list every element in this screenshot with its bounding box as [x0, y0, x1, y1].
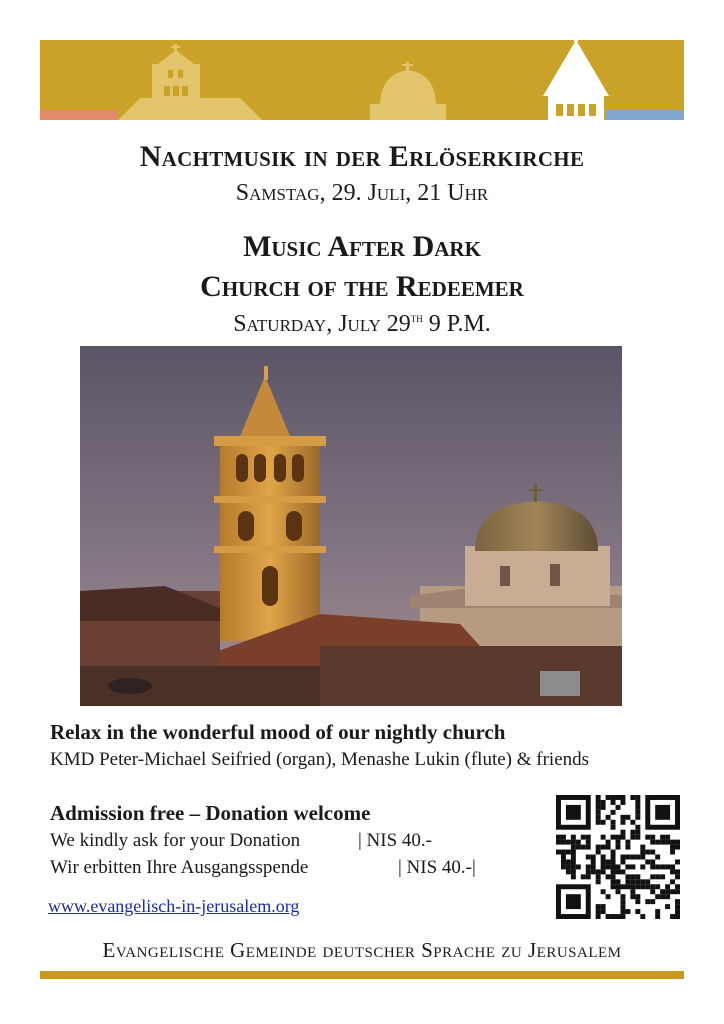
english-date-ordinal: th — [410, 310, 423, 325]
header-banner — [40, 40, 684, 120]
donation-german — [50, 857, 476, 879]
church-photo — [80, 346, 622, 706]
german-date: Samstag, 29. Juli, 21 Uhr — [235, 180, 489, 206]
english-date-suffix: 9 P.M. — [422, 311, 491, 337]
website-link[interactable]: www.evangelisch-in-jerusalem.org — [48, 896, 300, 916]
english-date — [0, 310, 724, 338]
donation-german-text: Wir erbitten Ihre Ausgangsspende — [50, 857, 309, 878]
english-title-line1: Music After Dark — [243, 230, 481, 263]
admission-heading: Admission free – Donation welcome — [50, 801, 371, 825]
performers-text: KMD Peter-Michael Seifried (organ), Menashe Lukin (flute) & friends — [50, 749, 590, 770]
lead-text: Relax in the wonderful mood of our nightly church — [50, 720, 506, 744]
donation-english — [50, 830, 432, 852]
english-title-line2: Church of the Redeemer — [200, 270, 524, 303]
donation-german-amount: | NIS 40.-| — [398, 857, 476, 878]
qr-code[interactable] — [556, 795, 680, 919]
donation-english-amount: | NIS 40.- — [358, 830, 432, 851]
german-title: Nachtmusik in der Erlöserkirche — [139, 140, 585, 173]
english-date-prefix: Saturday, July 29 — [233, 311, 411, 337]
footer-congregation: Evangelische Gemeinde deutscher Sprache zu Jerusalem — [102, 938, 622, 962]
footer-bar — [40, 971, 684, 979]
donation-english-text: We kindly ask for your Donation — [50, 830, 301, 851]
